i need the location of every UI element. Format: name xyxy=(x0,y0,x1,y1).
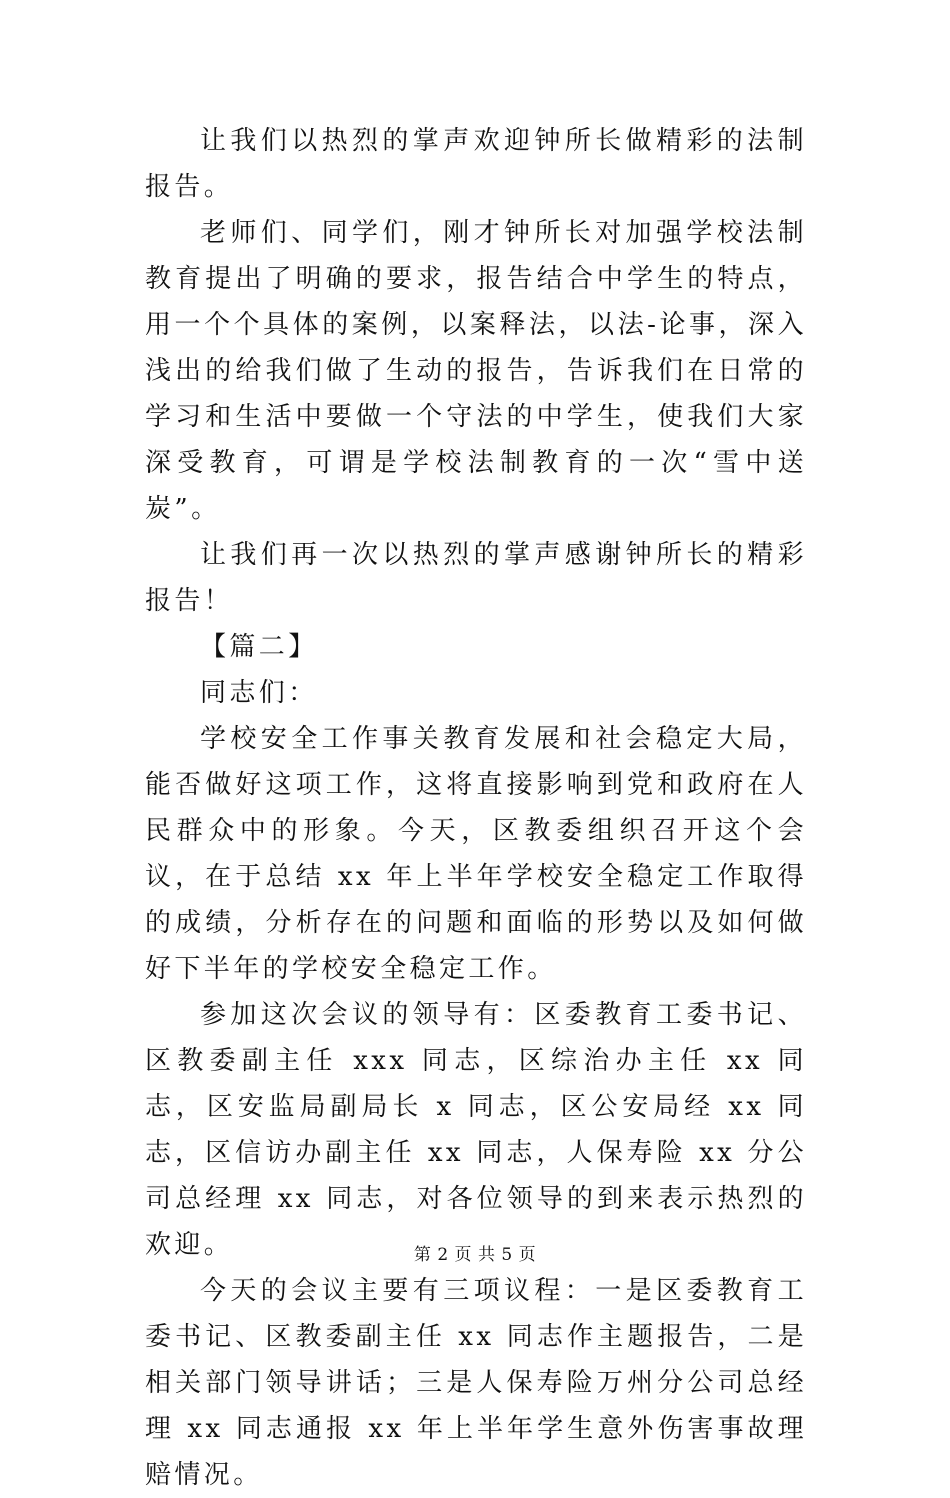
page-footer: 第 2 页 共 5 页 xyxy=(413,1245,537,1265)
paragraph-thanks: 让我们再一次以热烈的掌声感谢钟所长的精彩报告！ xyxy=(145,540,807,616)
document-body xyxy=(145,118,807,1498)
section-heading: 【篇二】 xyxy=(200,632,318,662)
paragraph-purpose: 学校安全工作事关教育发展和社会稳定大局，能否做好这项工作，这将直接影响到党和政府在人民群众中的形象。今天，区教委组织召开这个会议，在于总结 xx 年上半年学校安全稳定工作取得的成绩，分析存在的问题和面临的形势以及如何做好下半年的学校安全稳定工作。 xyxy=(145,724,807,984)
paragraph-agenda: 今天的会议主要有三项议程：一是区委教育工委书记、区教委副主任 xx 同志作主题报告，二是相关部门领导讲话；三是人保寿险万州分公司总经理 xx 同志通报 xx 年上半年学生意外伤害事故理赔情况。 xyxy=(145,1276,807,1490)
paragraph-summary: 老师们、同学们，刚才钟所长对加强学校法制教育提出了明确的要求，报告结合中学生的特点，用一个个具体的案例，以案释法，以法-论事，深入浅出的给我们做了生动的报告，告诉我们在日常的学习和生活中要做一个守法的中学生，使我们大家深受教育，可谓是学校法制教育的一次“雪中送炭”。 xyxy=(145,218,807,524)
paragraph-attendees: 参加这次会议的领导有：区委教育工委书记、区教委副主任 xxx 同志，区综治办主任 xx 同志，区安监局副局长 x 同志，区公安局经 xx 同志，区信访办副主任 xx 同志，人保寿险 xx 分公司总经理 xx 同志，对各位领导的到来表示热烈的欢迎。 xyxy=(145,1000,807,1260)
salutation: 同志们： xyxy=(200,678,318,708)
paragraph-welcome: 让我们以热烈的掌声欢迎钟所长做精彩的法制报告。 xyxy=(145,126,807,202)
